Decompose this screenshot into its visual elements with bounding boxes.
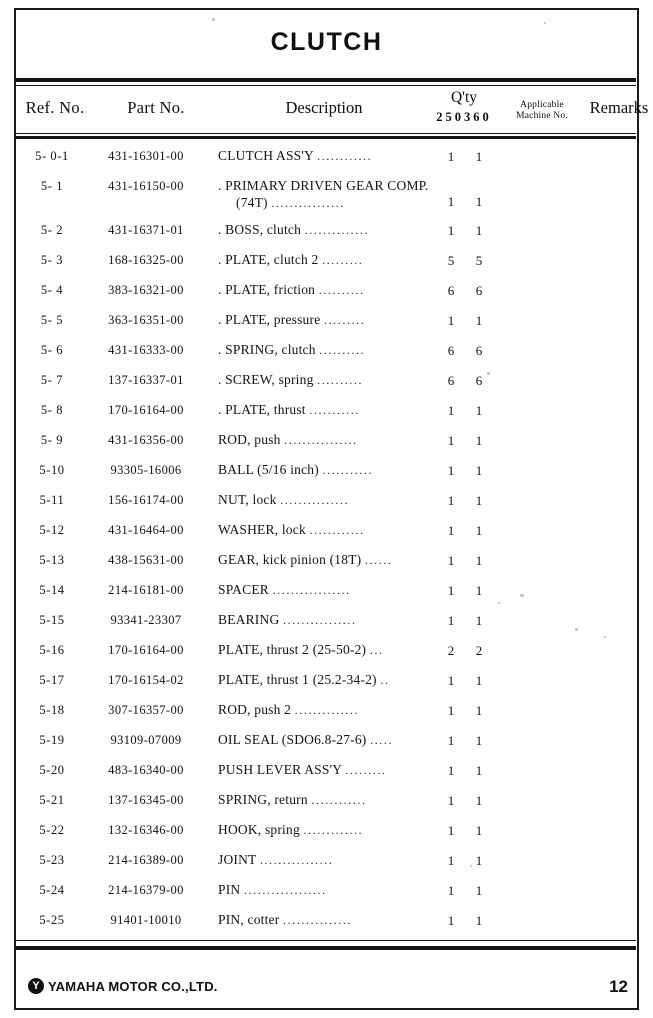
cell-qty-360: 1 bbox=[475, 793, 483, 808]
cell-qty-250: 1 bbox=[447, 763, 455, 778]
cell-ref-no: 5-24 bbox=[39, 883, 65, 897]
cell-qty-250: 1 bbox=[447, 463, 455, 478]
cell-ref-no: 5-14 bbox=[39, 583, 65, 597]
leader-dots: ..... bbox=[370, 733, 394, 747]
leader-dots: ................ bbox=[259, 853, 334, 867]
scan-speck bbox=[487, 372, 490, 375]
cell-qty-360: 1 bbox=[475, 553, 483, 568]
cell-part-no: 438-15631-00 bbox=[108, 553, 184, 567]
table-row bbox=[16, 517, 636, 547]
table-row bbox=[16, 247, 636, 277]
cell-qty-250: 1 bbox=[447, 793, 455, 808]
cell-qty-360: 1 bbox=[475, 583, 483, 598]
cell-part-no: 383-16321-00 bbox=[108, 283, 184, 297]
leader-dots: ......... bbox=[323, 313, 366, 327]
cell-qty-360: 1 bbox=[475, 763, 483, 778]
cell-description bbox=[218, 552, 454, 568]
cell-qty-250: 1 bbox=[447, 433, 455, 448]
leader-dots: ................ bbox=[282, 613, 357, 627]
cell-part-no: 483-16340-00 bbox=[108, 763, 184, 777]
page-border-top bbox=[14, 8, 639, 10]
cell-description bbox=[218, 642, 454, 658]
page-border-right bbox=[637, 8, 639, 1010]
description-text: HOOK, spring bbox=[218, 822, 300, 837]
column-header-qty-360: 360 bbox=[464, 110, 492, 124]
description-text: . BOSS, clutch bbox=[218, 222, 302, 237]
cell-ref-no: 5- 2 bbox=[40, 223, 64, 237]
description-text: . PLATE, thrust bbox=[218, 402, 306, 417]
cell-qty-360: 1 bbox=[475, 703, 483, 718]
table-row bbox=[16, 577, 636, 607]
cell-ref-no: 5-22 bbox=[39, 823, 65, 837]
description-text: . SCREW, spring bbox=[218, 372, 314, 387]
cell-qty-360: 1 bbox=[475, 823, 483, 838]
leader-dots: ........... bbox=[309, 403, 360, 417]
column-header-part-no: Part No. bbox=[127, 98, 185, 117]
cell-description bbox=[218, 432, 454, 448]
column-header-qty-250: 250 bbox=[436, 110, 464, 124]
cell-part-no: 93341-23307 bbox=[110, 613, 182, 627]
table-row bbox=[16, 607, 636, 637]
cell-qty-250: 1 bbox=[447, 403, 455, 418]
cell-ref-no: 5- 0-1 bbox=[35, 149, 69, 163]
cell-qty-250: 1 bbox=[447, 823, 455, 838]
table-row bbox=[16, 727, 636, 757]
cell-description bbox=[218, 762, 454, 778]
cell-ref-no: 5-20 bbox=[39, 763, 65, 777]
description-text: CLUTCH ASS'Y bbox=[218, 148, 314, 163]
cell-part-no: 214-16181-00 bbox=[108, 583, 184, 597]
cell-qty-360: 1 bbox=[475, 523, 483, 538]
cell-description bbox=[218, 702, 454, 718]
description-text: WASHER, lock bbox=[218, 522, 306, 537]
cell-qty-360: 1 bbox=[475, 883, 483, 898]
cell-qty-360: 6 bbox=[475, 343, 483, 358]
cell-ref-no: 5-16 bbox=[39, 643, 65, 657]
description-text: PIN, cotter bbox=[218, 912, 280, 927]
cell-qty-360: 1 bbox=[475, 194, 483, 209]
scan-speck bbox=[575, 628, 578, 631]
table-row bbox=[16, 367, 636, 397]
table-row bbox=[16, 217, 636, 247]
cell-ref-no: 5- 7 bbox=[40, 373, 64, 387]
description-text: PIN bbox=[218, 882, 241, 897]
cell-qty-360: 1 bbox=[475, 733, 483, 748]
cell-qty-250: 1 bbox=[447, 553, 455, 568]
cell-part-no: 431-16150-00 bbox=[108, 179, 184, 193]
table-row bbox=[16, 667, 636, 697]
description-text: BEARING bbox=[218, 612, 280, 627]
cell-qty-360: 2 bbox=[475, 643, 483, 658]
cell-qty-360: 6 bbox=[475, 373, 483, 388]
table-row bbox=[16, 697, 636, 727]
page-title: CLUTCH bbox=[270, 28, 383, 56]
cell-description bbox=[218, 252, 454, 268]
leader-dots: .. bbox=[380, 673, 390, 687]
scan-speck bbox=[212, 18, 215, 21]
column-header-remarks: Remarks bbox=[589, 98, 649, 117]
cell-part-no: 431-16333-00 bbox=[108, 343, 184, 357]
cell-description bbox=[218, 822, 454, 838]
cell-ref-no: 5-25 bbox=[39, 913, 65, 927]
table-row bbox=[16, 787, 636, 817]
header-rule-lower-thick bbox=[16, 136, 636, 139]
table-row bbox=[16, 637, 636, 667]
cell-ref-no: 5-18 bbox=[39, 703, 65, 717]
leader-dots: .......... bbox=[318, 283, 365, 297]
brand-logo bbox=[28, 978, 218, 994]
description-text: . SPRING, clutch bbox=[218, 342, 316, 357]
cell-qty-360: 1 bbox=[475, 403, 483, 418]
cell-qty-250: 1 bbox=[447, 703, 455, 718]
cell-qty-250: 2 bbox=[447, 643, 455, 658]
applicable-line-1: Applicable bbox=[520, 100, 564, 110]
column-header-qty: Q'ty bbox=[450, 89, 478, 106]
cell-qty-360: 1 bbox=[475, 433, 483, 448]
description-text: SPRING, return bbox=[218, 792, 308, 807]
cell-qty-250: 1 bbox=[447, 913, 455, 928]
cell-qty-360: 1 bbox=[475, 853, 483, 868]
scan-speck bbox=[520, 594, 524, 597]
cell-description bbox=[218, 402, 454, 418]
page-number: 12 bbox=[609, 977, 628, 996]
cell-qty-360: 1 bbox=[475, 913, 483, 928]
cell-description bbox=[218, 312, 454, 328]
cell-qty-250: 6 bbox=[447, 373, 455, 388]
cell-part-no: 431-16371-01 bbox=[108, 223, 184, 237]
cell-part-no: 93305-16006 bbox=[110, 463, 182, 477]
table-row bbox=[16, 427, 636, 457]
page-footer bbox=[16, 978, 636, 1002]
cell-part-no: 91401-10010 bbox=[110, 913, 182, 927]
description-text: ROD, push 2 bbox=[218, 702, 292, 717]
table-row bbox=[16, 817, 636, 847]
cell-description bbox=[218, 372, 454, 388]
cell-part-no: 137-16337-01 bbox=[108, 373, 184, 387]
description-text: . PLATE, friction bbox=[218, 282, 316, 297]
footer-rule-thick bbox=[16, 946, 636, 950]
table-row bbox=[16, 397, 636, 427]
description-text-line2: (74T) bbox=[236, 195, 268, 210]
column-header-applicable-machine-no bbox=[498, 100, 586, 122]
applicable-line-2: Machine No. bbox=[516, 111, 568, 121]
cell-description bbox=[218, 522, 454, 538]
cell-part-no: 170-16164-00 bbox=[108, 643, 184, 657]
leader-dots: ............ bbox=[317, 149, 373, 163]
cell-ref-no: 5-21 bbox=[39, 793, 65, 807]
table-row bbox=[16, 173, 636, 217]
cell-ref-no: 5-12 bbox=[39, 523, 65, 537]
cell-part-no: 137-16345-00 bbox=[108, 793, 184, 807]
leader-dots: ........... bbox=[322, 463, 374, 477]
table-row bbox=[16, 877, 636, 907]
scan-speck bbox=[604, 636, 606, 638]
column-header-description: Description bbox=[285, 98, 363, 117]
cell-ref-no: 5-11 bbox=[39, 493, 65, 507]
leader-dots: .............. bbox=[294, 703, 360, 717]
leader-dots: .......... bbox=[317, 373, 364, 387]
description-text: . PRIMARY DRIVEN GEAR COMP. bbox=[218, 178, 429, 193]
cell-qty-250: 1 bbox=[447, 493, 455, 508]
cell-part-no: 170-16154-02 bbox=[108, 673, 184, 687]
cell-part-no: 93109-07009 bbox=[110, 733, 182, 747]
cell-ref-no: 5- 9 bbox=[40, 433, 64, 447]
yamaha-tuning-fork-icon: Y bbox=[28, 978, 44, 994]
cell-qty-250: 1 bbox=[447, 223, 455, 238]
cell-part-no: 431-16301-00 bbox=[108, 149, 184, 163]
cell-description bbox=[218, 732, 454, 748]
cell-ref-no: 5- 4 bbox=[40, 283, 64, 297]
cell-description bbox=[218, 912, 454, 928]
cell-qty-250: 1 bbox=[447, 883, 455, 898]
description-text: . PLATE, pressure bbox=[218, 312, 321, 327]
leader-dots: .............. bbox=[304, 223, 370, 237]
table-row bbox=[16, 757, 636, 787]
cell-ref-no: 5- 8 bbox=[40, 403, 64, 417]
cell-qty-250: 1 bbox=[447, 523, 455, 538]
cell-ref-no: 5-17 bbox=[39, 673, 65, 687]
cell-qty-360: 1 bbox=[475, 493, 483, 508]
leader-dots: ............... bbox=[283, 913, 353, 927]
table-row bbox=[16, 547, 636, 577]
cell-description bbox=[218, 882, 454, 898]
cell-qty-360: 1 bbox=[475, 613, 483, 628]
cell-ref-no: 5-10 bbox=[39, 463, 65, 477]
cell-qty-250: 1 bbox=[447, 313, 455, 328]
table-header-row bbox=[16, 88, 649, 132]
leader-dots: .................. bbox=[243, 883, 327, 897]
cell-part-no: 168-16325-00 bbox=[108, 253, 184, 267]
leader-dots: ......... bbox=[322, 253, 364, 267]
table-row bbox=[16, 277, 636, 307]
description-text: JOINT bbox=[218, 852, 257, 867]
cell-description bbox=[218, 492, 454, 508]
cell-qty-360: 1 bbox=[475, 673, 483, 688]
header-rule-lower-thin bbox=[16, 133, 636, 134]
description-text: PLATE, thrust 2 (25-50-2) bbox=[218, 642, 367, 657]
description-text: NUT, lock bbox=[218, 492, 277, 507]
scan-speck bbox=[470, 865, 472, 867]
cell-description bbox=[218, 462, 454, 478]
cell-qty-360: 5 bbox=[475, 253, 483, 268]
cell-part-no: 156-16174-00 bbox=[108, 493, 184, 507]
footer-rule-thin bbox=[16, 940, 636, 941]
table-row bbox=[16, 143, 636, 173]
cell-qty-250: 6 bbox=[447, 343, 455, 358]
cell-ref-no: 5-23 bbox=[39, 853, 65, 867]
description-text: BALL (5/16 inch) bbox=[218, 462, 319, 477]
header-rule-upper-thick bbox=[16, 78, 636, 82]
cell-part-no: 170-16164-00 bbox=[108, 403, 184, 417]
cell-qty-250: 1 bbox=[447, 194, 455, 209]
cell-ref-no: 5- 3 bbox=[40, 253, 64, 267]
cell-qty-360: 1 bbox=[475, 463, 483, 478]
cell-qty-250: 1 bbox=[447, 853, 455, 868]
cell-part-no: 431-16356-00 bbox=[108, 433, 184, 447]
cell-description bbox=[218, 672, 454, 688]
leader-dots: ............ bbox=[311, 793, 367, 807]
column-header-ref-no: Ref. No. bbox=[25, 98, 85, 117]
table-row bbox=[16, 457, 636, 487]
cell-qty-250: 1 bbox=[447, 583, 455, 598]
leader-dots: ................. bbox=[272, 583, 351, 597]
cell-ref-no: 5- 5 bbox=[40, 313, 64, 327]
leader-dots: ...... bbox=[364, 553, 393, 567]
description-text: SPACER bbox=[218, 582, 269, 597]
cell-qty-360: 1 bbox=[475, 149, 483, 164]
cell-ref-no: 5-13 bbox=[39, 553, 65, 567]
cell-description bbox=[218, 582, 454, 598]
table-row bbox=[16, 487, 636, 517]
parts-table-body bbox=[16, 143, 636, 937]
cell-description bbox=[218, 612, 454, 628]
cell-ref-no: 5- 6 bbox=[40, 343, 64, 357]
cell-part-no: 431-16464-00 bbox=[108, 523, 184, 537]
leader-dots: .......... bbox=[319, 343, 366, 357]
cell-part-no: 214-16389-00 bbox=[108, 853, 184, 867]
cell-qty-360: 1 bbox=[475, 223, 483, 238]
scan-speck bbox=[498, 602, 500, 604]
description-text: PLATE, thrust 1 (25.2-34-2) bbox=[218, 672, 377, 687]
cell-ref-no: 5-19 bbox=[39, 733, 65, 747]
leader-dots: ................ bbox=[284, 433, 358, 447]
header-rule-upper-thin bbox=[16, 85, 636, 86]
cell-qty-360: 6 bbox=[475, 283, 483, 298]
cell-description bbox=[218, 792, 454, 808]
scan-speck bbox=[544, 22, 546, 24]
description-text: PUSH LEVER ASS'Y bbox=[218, 762, 342, 777]
cell-qty-250: 1 bbox=[447, 733, 455, 748]
cell-description-line2 bbox=[218, 195, 454, 211]
leader-dots: ............. bbox=[303, 823, 364, 837]
column-header-qty-models bbox=[430, 110, 498, 125]
leader-dots: ................ bbox=[271, 196, 345, 210]
cell-description bbox=[218, 282, 454, 298]
cell-ref-no: 5- 1 bbox=[40, 179, 64, 193]
cell-qty-360: 1 bbox=[475, 313, 483, 328]
cell-part-no: 214-16379-00 bbox=[108, 883, 184, 897]
cell-qty-250: 6 bbox=[447, 283, 455, 298]
table-row bbox=[16, 847, 636, 877]
cell-part-no: 132-16346-00 bbox=[108, 823, 184, 837]
cell-description bbox=[218, 222, 454, 238]
cell-qty-250: 1 bbox=[447, 673, 455, 688]
leader-dots: ... bbox=[369, 643, 384, 657]
cell-qty-250: 1 bbox=[447, 149, 455, 164]
cell-qty-250: 5 bbox=[447, 253, 455, 268]
cell-description bbox=[218, 178, 454, 194]
cell-description bbox=[218, 148, 454, 164]
cell-part-no: 307-16357-00 bbox=[108, 703, 184, 717]
cell-description bbox=[218, 852, 454, 868]
cell-part-no: 363-16351-00 bbox=[108, 313, 184, 327]
brand-name: YAMAHA MOTOR CO.,LTD. bbox=[48, 978, 218, 994]
cell-qty-250: 1 bbox=[447, 613, 455, 628]
description-text: . PLATE, clutch 2 bbox=[218, 252, 319, 267]
page-border-bottom bbox=[14, 1008, 639, 1010]
table-row bbox=[16, 337, 636, 367]
description-text: GEAR, kick pinion (18T) bbox=[218, 552, 362, 567]
leader-dots: ............... bbox=[280, 493, 350, 507]
cell-description bbox=[218, 342, 454, 358]
table-row bbox=[16, 307, 636, 337]
table-row bbox=[16, 907, 636, 937]
cell-ref-no: 5-15 bbox=[39, 613, 65, 627]
leader-dots: ......... bbox=[345, 763, 387, 777]
description-text: OIL SEAL (SDO6.8-27-6) bbox=[218, 732, 367, 747]
description-text: ROD, push bbox=[218, 432, 281, 447]
leader-dots: ............ bbox=[309, 523, 365, 537]
